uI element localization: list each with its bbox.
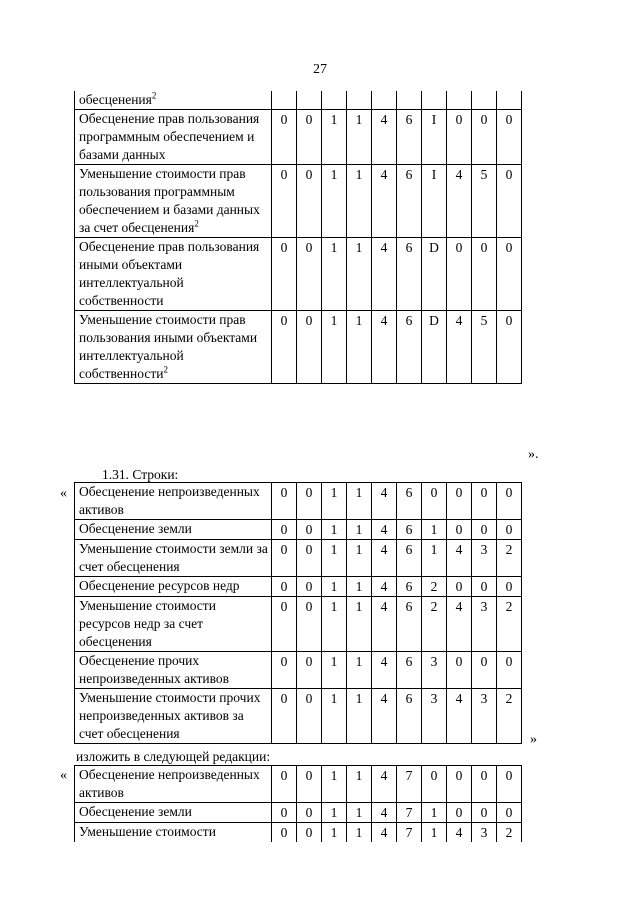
code-digit-cell: 0 [272,238,297,311]
code-digit-cell: 1 [322,766,347,803]
code-digit-cell: 1 [322,110,347,165]
code-digit-cell: 1 [322,803,347,823]
code-digit-cell: 4 [372,766,397,803]
close-quote-2: » [530,732,537,747]
row-name: Обесценение прав пользования программным обеспечением и базами данных [79,111,260,162]
code-digit-cell: 0 [297,803,322,823]
row-name-cell [75,520,272,540]
code-digit-cell: 0 [447,803,472,823]
code-digit-cell: 0 [297,540,322,577]
row-name: Обесценение земли [79,804,192,819]
code-digit-cell: 1 [347,652,372,689]
table-row [75,520,522,540]
code-digit-cell: 1 [322,238,347,311]
code-digit-cell [347,91,372,110]
code-digit-cell: D [422,238,447,311]
code-digit-cell: 2 [497,689,522,744]
code-digit-cell: 1 [347,110,372,165]
code-digit-cell: 0 [447,652,472,689]
code-digit-cell: 0 [447,520,472,540]
row-name: Уменьшение стоимости ресурсов недр за счет обесценения [79,598,216,649]
code-digit-cell: 0 [272,652,297,689]
code-digit-cell: 0 [447,483,472,520]
code-digit-cell: 1 [322,597,347,652]
row-name: Обесценение ресурсов недр [79,578,240,593]
code-digit-cell: 1 [322,540,347,577]
code-digit-cell: 4 [372,803,397,823]
code-digit-cell: 0 [472,577,497,597]
row-name: Уменьшение стоимости земли за счет обесценения [79,541,268,574]
code-digit-cell: 1 [347,803,372,823]
code-digit-cell: 4 [372,597,397,652]
code-digit-cell: 2 [497,823,522,843]
table-row [75,823,522,843]
code-digit-cell: 0 [472,652,497,689]
code-digit-cell: 0 [297,165,322,238]
code-digit-cell: 0 [297,520,322,540]
footnote-mark: 2 [163,364,168,375]
code-digit-cell: 0 [297,483,322,520]
code-digit-cell: 0 [297,652,322,689]
table-row [75,483,522,520]
code-digit-cell: 6 [397,689,422,744]
row-name: Обесценение земли [79,521,192,536]
code-digit-cell: 1 [322,823,347,843]
code-digit-cell: I [422,165,447,238]
table-row [75,238,522,311]
code-digit-cell: 4 [447,165,472,238]
code-digit-cell: 1 [422,520,447,540]
code-digit-cell: 0 [472,520,497,540]
code-digit-cell: 0 [497,238,522,311]
code-digit-cell: 2 [422,577,447,597]
code-digit-cell: 0 [497,311,522,384]
code-digit-cell: 4 [372,483,397,520]
code-digit-cell: 0 [297,238,322,311]
code-digit-cell: 1 [347,540,372,577]
table-row [75,110,522,165]
code-digit-cell: 0 [272,577,297,597]
code-digit-cell: 0 [272,597,297,652]
code-digit-cell: 0 [497,483,522,520]
code-digit-cell: 0 [422,483,447,520]
code-digit-cell: 0 [297,311,322,384]
table-row [75,311,522,384]
code-digit-cell: 1 [347,689,372,744]
code-digit-cell: 5 [472,165,497,238]
open-quote-2: « [60,768,67,783]
code-digit-cell: 4 [372,823,397,843]
code-digit-cell: 0 [472,803,497,823]
row-name-cell [75,766,272,803]
code-digit-cell: 6 [397,540,422,577]
code-digit-cell: 6 [397,597,422,652]
code-digit-cell: 0 [497,766,522,803]
code-digit-cell: 3 [422,689,447,744]
code-digit-cell: 0 [297,823,322,843]
code-digit-cell: 5 [472,311,497,384]
code-digit-cell: 1 [347,520,372,540]
code-digit-cell: 0 [272,803,297,823]
code-digit-cell: 1 [322,689,347,744]
code-digit-cell: 1 [347,483,372,520]
code-digit-cell: D [422,311,447,384]
code-digit-cell: 1 [322,520,347,540]
code-digit-cell: 1 [347,766,372,803]
table-row [75,577,522,597]
code-digit-cell [497,91,522,110]
row-name-cell [75,540,272,577]
code-digit-cell: 0 [447,238,472,311]
code-digit-cell [472,91,497,110]
code-digit-cell [297,91,322,110]
code-digit-cell: 4 [447,689,472,744]
code-digit-cell: 4 [372,577,397,597]
code-digit-cell: 0 [272,540,297,577]
code-digit-cell: 0 [272,165,297,238]
code-digit-cell: 0 [472,110,497,165]
code-digit-cell: 0 [272,311,297,384]
code-digit-cell: 0 [472,238,497,311]
code-digit-cell [422,91,447,110]
row-name-cell [75,311,272,384]
row-name-cell [75,110,272,165]
code-digit-cell: 7 [397,823,422,843]
code-digit-cell: 1 [347,597,372,652]
code-digit-cell [447,91,472,110]
code-digit-cell: 0 [272,823,297,843]
page-number: 27 [313,62,327,77]
code-digit-cell: 3 [472,540,497,577]
code-digit-cell: 4 [372,311,397,384]
code-digit-cell: 0 [297,766,322,803]
row-name: Обесценение непроизведенных активов [79,484,260,517]
row-name: Обесценение прав пользования иными объектами интеллектуальной собственности [79,239,260,308]
row-name: Обесценение непроизведенных активов [79,767,260,800]
row-name-cell [75,803,272,823]
code-digit-cell [372,91,397,110]
code-digit-cell: 4 [372,689,397,744]
row-name: Уменьшение стоимости [79,824,216,839]
code-digit-cell: 1 [422,540,447,577]
code-digit-cell: 6 [397,311,422,384]
row-name: Уменьшение стоимости прав пользования иными объектами интеллектуальной собственности [79,312,258,381]
table-row [75,652,522,689]
row-name-cell [75,483,272,520]
row-name-cell [75,689,272,744]
code-digit-cell: 4 [447,823,472,843]
code-digit-cell: 0 [297,689,322,744]
code-digit-cell: 0 [272,520,297,540]
code-digit-cell [322,91,347,110]
redaction-text: изложить в следующей редакции: [76,749,271,764]
code-digit-cell: 3 [472,689,497,744]
table-row [75,540,522,577]
row-name-cell [75,577,272,597]
code-digit-cell: 1 [347,577,372,597]
code-digit-cell: 0 [497,803,522,823]
code-digit-cell: 0 [297,110,322,165]
code-digit-cell: 0 [497,110,522,165]
code-digit-cell: 6 [397,652,422,689]
code-digit-cell: 0 [497,520,522,540]
code-digit-cell: 1 [322,165,347,238]
codes-table-new [74,765,522,842]
footnote-mark: 2 [151,90,157,101]
row-name: обесценения [79,92,152,107]
code-digit-cell: 2 [422,597,447,652]
code-digit-cell: 6 [397,165,422,238]
code-digit-cell: 0 [422,766,447,803]
code-digit-cell: 3 [472,823,497,843]
code-digit-cell: 6 [397,483,422,520]
row-name-cell [75,91,272,110]
code-digit-cell: 1 [347,311,372,384]
code-digit-cell: 1 [347,165,372,238]
code-digit-cell: 4 [372,520,397,540]
code-digit-cell: 0 [272,483,297,520]
code-digit-cell: 0 [272,110,297,165]
section-heading: 1.31. Строки: [102,467,179,482]
code-digit-cell: 4 [447,311,472,384]
code-digit-cell: 4 [372,165,397,238]
row-name-cell [75,652,272,689]
code-digit-cell: 2 [497,597,522,652]
row-name: Уменьшение стоимости прочих непроизведенных активов за счет обесценения [79,690,261,741]
row-name: Обесценение прочих непроизведенных активов [79,653,230,686]
codes-table-continued [74,91,522,384]
row-name-cell [75,238,272,311]
code-digit-cell: I [422,110,447,165]
code-digit-cell: 0 [472,483,497,520]
code-digit-cell: 3 [422,652,447,689]
code-digit-cell: 0 [447,577,472,597]
codes-table-old [74,482,522,744]
code-digit-cell: 6 [397,577,422,597]
code-digit-cell: 3 [472,597,497,652]
code-digit-cell: 0 [447,110,472,165]
close-quote-1: ». [528,447,539,462]
code-digit-cell: 6 [397,238,422,311]
code-digit-cell: 1 [322,483,347,520]
code-digit-cell: 0 [272,689,297,744]
code-digit-cell: 4 [372,652,397,689]
code-digit-cell: 4 [372,238,397,311]
code-digit-cell: 6 [397,110,422,165]
code-digit-cell: 2 [497,540,522,577]
code-digit-cell: 4 [447,597,472,652]
code-digit-cell: 7 [397,803,422,823]
code-digit-cell: 0 [297,577,322,597]
table-row [75,91,522,110]
row-name-cell [75,597,272,652]
open-quote-1: « [60,486,67,501]
row-name-cell [75,823,272,843]
table-row [75,597,522,652]
table-row [75,165,522,238]
code-digit-cell: 0 [297,597,322,652]
code-digit-cell: 1 [322,311,347,384]
code-digit-cell: 1 [322,652,347,689]
table-row [75,689,522,744]
table-row [75,766,522,803]
footnote-mark: 2 [194,218,199,229]
code-digit-cell: 1 [347,238,372,311]
row-name: Уменьшение стоимости прав пользования программным обеспечением и базами данных за счет обесценения [79,166,260,235]
code-digit-cell: 1 [422,823,447,843]
code-digit-cell: 0 [272,766,297,803]
code-digit-cell: 0 [447,766,472,803]
row-name-cell [75,165,272,238]
code-digit-cell: 4 [447,540,472,577]
code-digit-cell: 0 [497,652,522,689]
code-digit-cell: 7 [397,766,422,803]
code-digit-cell: 1 [347,823,372,843]
code-digit-cell [272,91,297,110]
code-digit-cell [397,91,422,110]
code-digit-cell: 1 [322,577,347,597]
code-digit-cell: 0 [497,165,522,238]
code-digit-cell: 1 [422,803,447,823]
code-digit-cell: 4 [372,110,397,165]
table-row [75,803,522,823]
code-digit-cell: 0 [497,577,522,597]
code-digit-cell: 6 [397,520,422,540]
code-digit-cell: 0 [472,766,497,803]
code-digit-cell: 4 [372,540,397,577]
